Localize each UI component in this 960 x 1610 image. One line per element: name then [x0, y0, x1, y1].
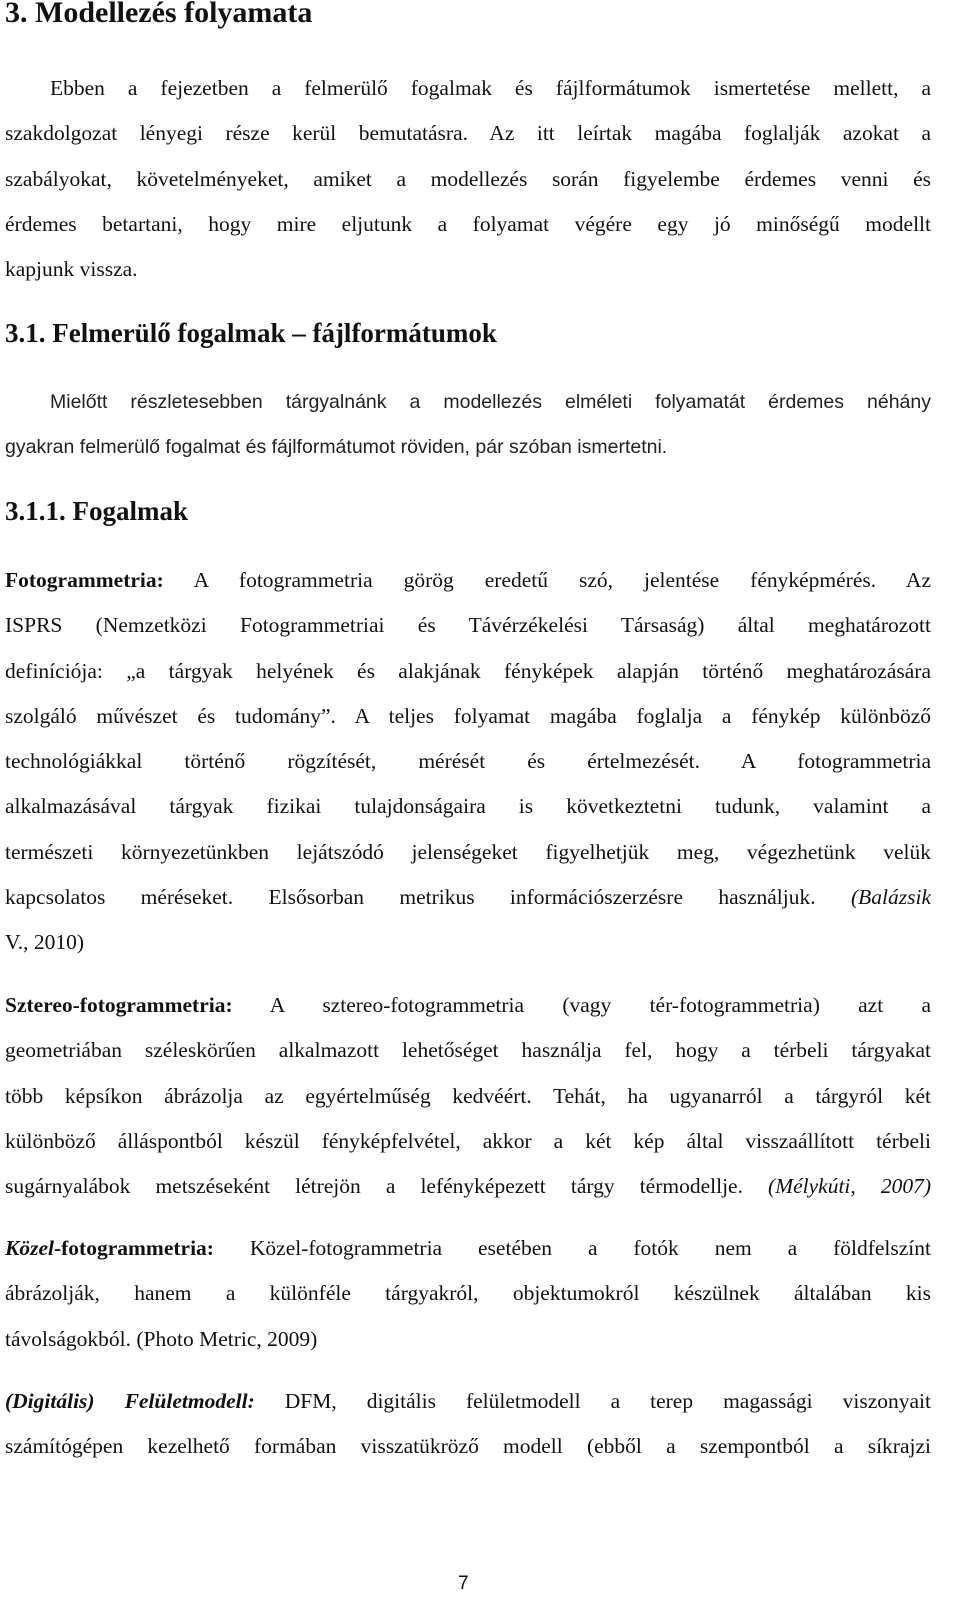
term-label: Sztereo-fotogrammetria: [5, 993, 233, 1017]
section-title: 3.1. Felmerülő fogalmak – fájlformátumok [5, 318, 497, 348]
text-run: sugárnyalábok metszéseként létrejön a lefényképezett tárgy térmodellje. [5, 1174, 769, 1199]
text-line [5, 875, 931, 920]
term-label: (Digitális) Felületmodell: [5, 1389, 255, 1413]
text-line: gyakran felmerülő fogalmat és fájlformátumot röviden, pár szóban ismertetni. [5, 436, 668, 459]
text-line: geometriában széleskörűen alkalmazott lehetőséget használja fel, hogy a térbeli tárgyakat [5, 1038, 931, 1063]
text-line: távolságokból. (Photo Metric, 2009) [5, 1326, 318, 1351]
text-line: Ebben a fejezetben a felmerülő fogalmak és fájlformátumok ismertetése mellett, a [50, 76, 931, 100]
text-line [5, 558, 931, 603]
text-line: alkalmazásával tárgyak fizikai tulajdonságaira is következtetni tudunk, valamint a [5, 794, 931, 819]
text-line: definíciója: „a tárgyak helyének és alakjának fényképek alapján történő meghatározására [5, 658, 931, 683]
term-label: -fotogrammetria: [53, 1236, 214, 1260]
text-run: A fotogrammetria görög eredetű szó, jelentése fényképmérés. Az [163, 568, 931, 592]
term-label-italic: Közel [5, 1236, 54, 1260]
sztereo-paragraph [5, 983, 931, 1209]
citation-end: V., 2010) [5, 930, 85, 955]
text-line: érdemes betartani, hogy mire eljutunk a folyamat végére egy jó minőségű modellt [5, 211, 931, 236]
text-line: szolgáló művészet és tudomány”. A teljes folyamat magába foglalja a fénykép különböző [5, 703, 931, 728]
text-line: ISPRS (Nemzetközi Fotogrammetriai és Távérzékelési Társaság) által meghatározott [5, 613, 931, 638]
page-number: 7 [458, 1573, 469, 1594]
text-line [5, 983, 931, 1028]
chapter-title: 3. Modellezés folyamata [5, 0, 313, 29]
citation: (Balázsik [850, 885, 931, 910]
kozel-paragraph [5, 1226, 931, 1362]
text-line: különböző álláspontból készül fényképfelvétel, akkor a két kép által visszaállított térbeli [5, 1128, 931, 1153]
dfm-paragraph [5, 1379, 931, 1470]
text-line: több képsíkon ábrázolja az egyértelműség kedvéért. Tehát, ha ugyanarról a tárgyról két [5, 1083, 931, 1108]
text-line: Mielőtt részletesebben tárgyalnánk a modellezés elméleti folyamatát érdemes néhány [50, 391, 931, 413]
text-line: szakdolgozat lényegi része kerül bemutatásra. Az itt leírtak magába foglalják azokat a [5, 121, 931, 146]
term-label: Fotogrammetria: [5, 568, 164, 592]
text-run: DFM, digitális felületmodell a terep magassági viszonyait [254, 1389, 931, 1413]
text-run: Közel-fotogrammetria esetében a fotók nem a földfelszínt [213, 1236, 931, 1260]
text-line [5, 1164, 931, 1209]
section-intro-paragraph [5, 380, 931, 471]
text-run: A sztereo-fotogrammetria (vagy tér-fotogrammetria) azt a [232, 993, 931, 1017]
text-line: technológiákkal történő rögzítését, mérését és értelmezését. A fotogrammetria [5, 749, 931, 774]
text-line: szabályokat, követelményeket, amiket a modellezés során figyelembe érdemes venni és [5, 166, 931, 191]
text-line: ábrázolják, hanem a különféle tárgyakról, objektumokról készülnek általában kis [5, 1281, 931, 1306]
text-line: kapjunk vissza. [5, 257, 138, 282]
text-line [5, 1379, 931, 1424]
text-line [5, 1226, 931, 1271]
text-line: természeti környezetünkben lejátszódó jelenségeket figyelhetjük meg, végezhetünk velük [5, 839, 931, 864]
subsection-title: 3.1.1. Fogalmak [5, 496, 189, 526]
citation: (Mélykúti, 2007) [768, 1174, 931, 1199]
fotogrammetria-paragraph [5, 558, 931, 966]
intro-paragraph [5, 66, 931, 292]
text-run: kapcsolatos méréseket. Elsősorban metrikus információszerzésre használjuk. [5, 885, 851, 910]
text-line: számítógépen kezelhető formában visszatükröző modell (ebből a szempontból a síkrajzi [5, 1434, 931, 1459]
